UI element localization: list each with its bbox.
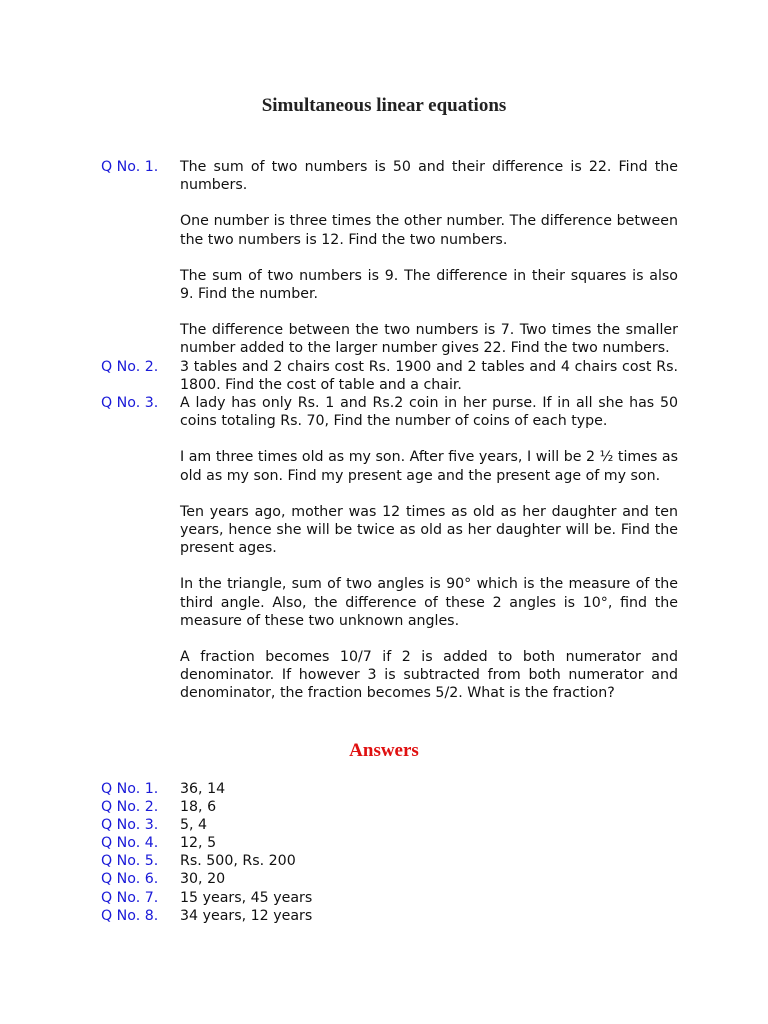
answer-row	[0, 889, 768, 907]
question-item	[0, 648, 768, 703]
answer-row	[0, 798, 768, 816]
question-label: Q No. 3.	[101, 395, 159, 412]
question-item	[0, 503, 768, 558]
answer-value: 15 years, 45 years	[180, 889, 313, 906]
question-item	[0, 358, 768, 394]
answer-row	[0, 870, 768, 888]
question-item	[0, 575, 768, 630]
answer-row	[0, 852, 768, 870]
answer-value: 30, 20	[180, 871, 226, 888]
question-text: A fraction becomes 10/7 if 2 is added to both numerator and denominator. If however 3 is subtracted from both numerator and denominator, the fraction becomes 5/2. What is the fraction?	[180, 649, 678, 702]
question-item	[0, 321, 768, 357]
answer-label: Q No. 4.	[101, 835, 159, 852]
answer-label: Q No. 6.	[101, 871, 159, 888]
answer-row	[0, 907, 768, 925]
answer-label: Q No. 7.	[101, 889, 159, 906]
question-text: The sum of two numbers is 9. The difference in their squares is also 9. Find the number.	[180, 267, 678, 303]
answer-value: Rs. 500, Rs. 200	[180, 853, 296, 870]
question-text: Ten years ago, mother was 12 times as old as her daughter and ten years, hence she will be twice as old as her daughter will be. Find the present ages.	[180, 503, 678, 557]
answer-row	[0, 816, 768, 834]
question-item	[0, 158, 768, 194]
question-text: The difference between the two numbers is 7. Two times the smaller number added to the larger number gives 22. Find the two numbers.	[180, 322, 678, 357]
question-text: In the triangle, sum of two angles is 90° which is the measure of the third angle. Also, the difference of these 2 angles is 10°, find the measure of these two unknown angles.	[180, 576, 678, 629]
answer-value: 5, 4	[180, 817, 208, 834]
question-label: Q No. 1.	[101, 159, 159, 175]
answer-value: 18, 6	[180, 799, 217, 816]
answer-label: Q No. 1.	[101, 781, 159, 797]
answers-list	[0, 780, 768, 925]
answer-row	[0, 780, 768, 798]
question-text: A lady has only Rs. 1 and Rs.2 coin in her purse. If in all she has 50 coins totaling Rs. 70, Find the number of coins of each type.	[180, 395, 678, 430]
answer-value: 34 years, 12 years	[180, 907, 313, 924]
answers-heading: Answers	[349, 740, 419, 761]
answer-value: 12, 5	[180, 835, 217, 852]
questions-list	[0, 158, 768, 703]
question-item	[0, 448, 768, 484]
question-label: Q No. 2.	[101, 358, 159, 375]
answer-row	[0, 834, 768, 852]
question-text: 3 tables and 2 chairs cost Rs. 1900 and 2 tables and 4 chairs cost Rs. 1800. Find the cost of table and a chair.	[180, 358, 678, 393]
answer-value: 36, 14	[180, 781, 226, 797]
question-item	[0, 212, 768, 248]
answer-label: Q No. 3.	[101, 817, 159, 834]
page-title: Simultaneous linear equations	[261, 95, 507, 116]
question-text: I am three times old as my son. After five years, I will be 2 ½ times as old as my son. Find my present age and the present age of my son.	[180, 449, 678, 484]
question-item	[0, 267, 768, 303]
question-item	[0, 394, 768, 430]
answer-label: Q No. 8.	[101, 907, 159, 924]
question-text: One number is three times the other number. The difference between the two numbers is 12. Find the two numbers.	[180, 213, 678, 248]
answer-label: Q No. 2.	[101, 799, 159, 816]
question-text: The sum of two numbers is 50 and their difference is 22. Find the numbers.	[180, 159, 678, 194]
answer-label: Q No. 5.	[101, 853, 159, 870]
